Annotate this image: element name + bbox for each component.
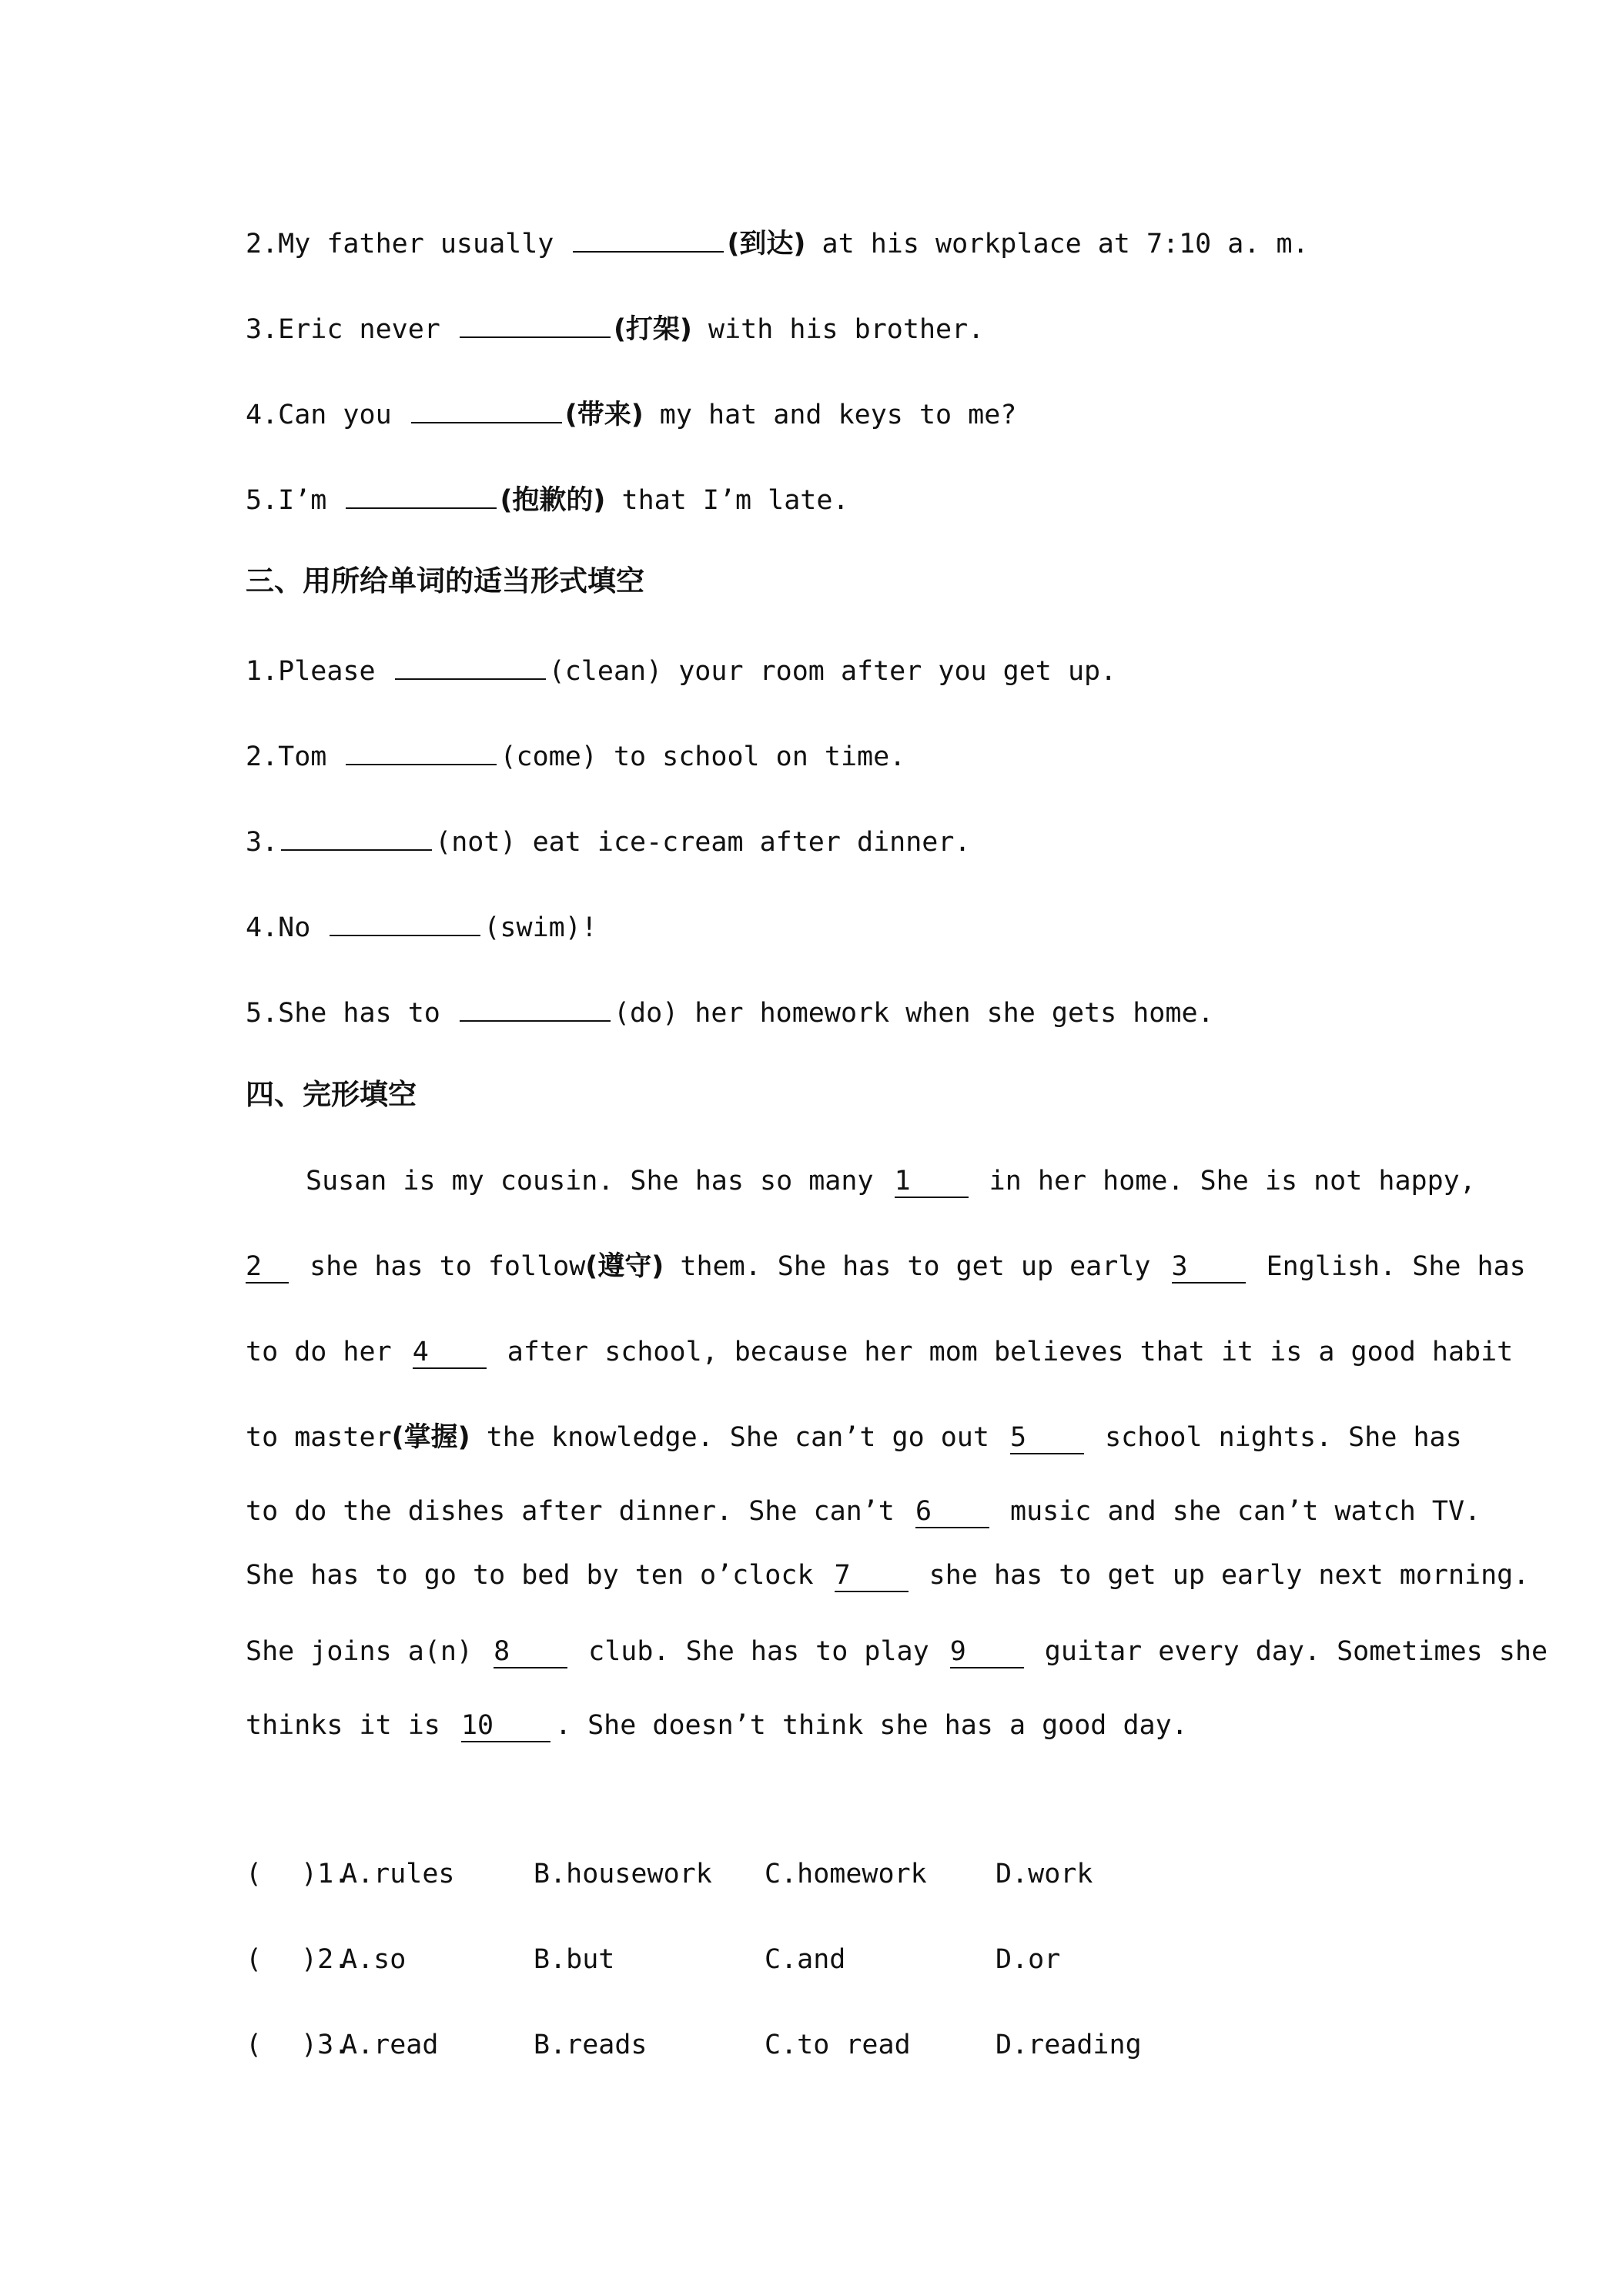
question-3-4	[246, 907, 597, 945]
passage-text: to master	[246, 1422, 392, 1453]
answer-paren[interactable]: (	[246, 2030, 263, 2060]
passage-text: English. She has	[1250, 1251, 1526, 1282]
cloze-blank[interactable]: 5	[1010, 1422, 1084, 1454]
question-text: 3.	[246, 827, 279, 858]
answer-blank[interactable]	[460, 992, 611, 1022]
passage-line	[246, 1709, 1385, 1742]
cloze-blank[interactable]: 9	[950, 1636, 1024, 1668]
option-c[interactable]: C.homework	[765, 1859, 927, 1889]
question-3-5	[246, 992, 1214, 1030]
passage-text: . She doesn’t think she has a good day.	[554, 1710, 1188, 1741]
passage-text: in her home. She is not happy,	[972, 1166, 1476, 1197]
passage-text: She has to go to bed by ten o’clock	[246, 1560, 830, 1591]
answer-blank[interactable]	[346, 736, 497, 765]
passage-line	[246, 1558, 1530, 1592]
cloze-blank[interactable]: 8	[494, 1636, 567, 1668]
option-b[interactable]: B.housework	[534, 1859, 712, 1889]
cloze-blank[interactable]: 1	[895, 1166, 969, 1198]
cloze-blank[interactable]: 4	[413, 1337, 487, 1369]
question-2-5	[246, 480, 849, 517]
question-text: my hat and keys to me?	[643, 400, 1017, 430]
passage-text: school nights. She has	[1089, 1422, 1462, 1453]
passage-text: to do the dishes after dinner. She can’t	[246, 1496, 911, 1527]
option-d[interactable]: D.or	[996, 1944, 1061, 1975]
passage-text: club. She has to play	[572, 1636, 945, 1667]
passage-line	[306, 1164, 1476, 1198]
question-text: (clean) your room after you get up.	[548, 656, 1117, 687]
question-text: 1.Please	[246, 656, 392, 687]
question-text: at his workplace at 7:10 a. m.	[805, 229, 1309, 259]
option-d[interactable]: D.work	[996, 1859, 1093, 1889]
question-3-3	[246, 822, 971, 859]
cloze-blank[interactable]: 3	[1172, 1251, 1246, 1284]
question-text: 4.No	[246, 912, 327, 943]
answer-paren[interactable]: (	[246, 1944, 263, 1975]
cloze-blank[interactable]: 2	[246, 1251, 289, 1284]
question-number: )3.	[301, 2030, 350, 2060]
passage-text: thinks it is	[246, 1710, 457, 1741]
answer-paren[interactable]: (	[246, 1859, 263, 1889]
passage-text: the knowledge. She can’t go out	[470, 1422, 1006, 1453]
passage-line	[246, 1250, 1526, 1284]
chinese-hint: (遵守)	[585, 1251, 664, 1282]
option-b[interactable]: B.but	[534, 1944, 615, 1975]
question-3-2	[246, 736, 905, 774]
option-b[interactable]: B.reads	[534, 2030, 648, 2060]
answer-blank[interactable]	[460, 309, 611, 338]
question-3-1	[246, 651, 1116, 688]
section-3-title: 三、用所给单词的适当形式填空	[246, 564, 644, 597]
passage-text: she has to get up early next morning.	[912, 1560, 1530, 1591]
question-text: with his brother.	[691, 314, 985, 345]
passage-text: to do her	[246, 1337, 408, 1367]
cloze-blank[interactable]: 10	[461, 1710, 550, 1742]
question-2-3	[246, 309, 984, 346]
passage-text: after school, because her mom believes that it is a good habit	[490, 1337, 1514, 1367]
passage-line	[246, 1635, 1548, 1668]
option-a[interactable]: A.read	[341, 2030, 439, 2060]
passage-text: guitar every day. Sometimes she	[1028, 1636, 1548, 1667]
chinese-hint: (掌握)	[391, 1422, 470, 1453]
answer-blank[interactable]	[346, 480, 497, 509]
cloze-blank[interactable]: 7	[835, 1560, 909, 1592]
passage-text: Susan is my cousin. She has so many	[306, 1166, 890, 1197]
option-d[interactable]: D.reading	[996, 2030, 1142, 2060]
chinese-hint: (到达)	[727, 229, 806, 259]
chinese-hint: (抱歉的)	[500, 485, 606, 516]
question-text: 3.Eric never	[246, 314, 457, 345]
question-text: 2.Tom	[246, 741, 343, 772]
question-text: that I’m late.	[605, 485, 849, 516]
question-text: (do) her homework when she gets home.	[613, 998, 1214, 1029]
cloze-blank[interactable]: 6	[915, 1496, 989, 1528]
passage-text: music and she can’t watch TV.	[993, 1496, 1481, 1527]
question-2-2	[246, 223, 1309, 261]
question-text: (come) to school on time.	[500, 741, 906, 772]
answer-blank[interactable]	[395, 651, 546, 680]
question-text: 5.She has to	[246, 998, 457, 1029]
passage-line	[246, 1335, 1514, 1369]
answer-blank[interactable]	[573, 223, 724, 253]
option-a[interactable]: A.so	[341, 1944, 407, 1975]
question-number: )1.	[301, 1859, 350, 1889]
question-text: (not) eat ice-cream after dinner.	[435, 827, 971, 858]
question-text: (swim)!	[484, 912, 597, 943]
answer-blank[interactable]	[281, 822, 432, 851]
passage-text: she has to follow	[293, 1251, 586, 1282]
option-c[interactable]: C.to read	[765, 2030, 911, 2060]
section-4-title: 四、完形填空	[246, 1078, 417, 1111]
option-c[interactable]: C.and	[765, 1944, 846, 1975]
chinese-hint: (打架)	[613, 314, 692, 345]
chinese-hint: (带来)	[564, 400, 644, 430]
question-text: 5.I’m	[246, 485, 343, 516]
passage-line	[246, 1494, 1481, 1528]
question-2-4	[246, 394, 1016, 432]
passage-text: She joins a(n)	[246, 1636, 490, 1667]
question-text: 4.Can you	[246, 400, 408, 430]
passage-line	[246, 1421, 1462, 1454]
question-number: )2.	[301, 1944, 350, 1975]
passage-text: them. She has to get up early	[664, 1251, 1167, 1282]
option-a[interactable]: A.rules	[341, 1859, 455, 1889]
answer-blank[interactable]	[411, 394, 562, 423]
answer-blank[interactable]	[330, 907, 480, 936]
question-text: 2.My father usually	[246, 229, 571, 259]
